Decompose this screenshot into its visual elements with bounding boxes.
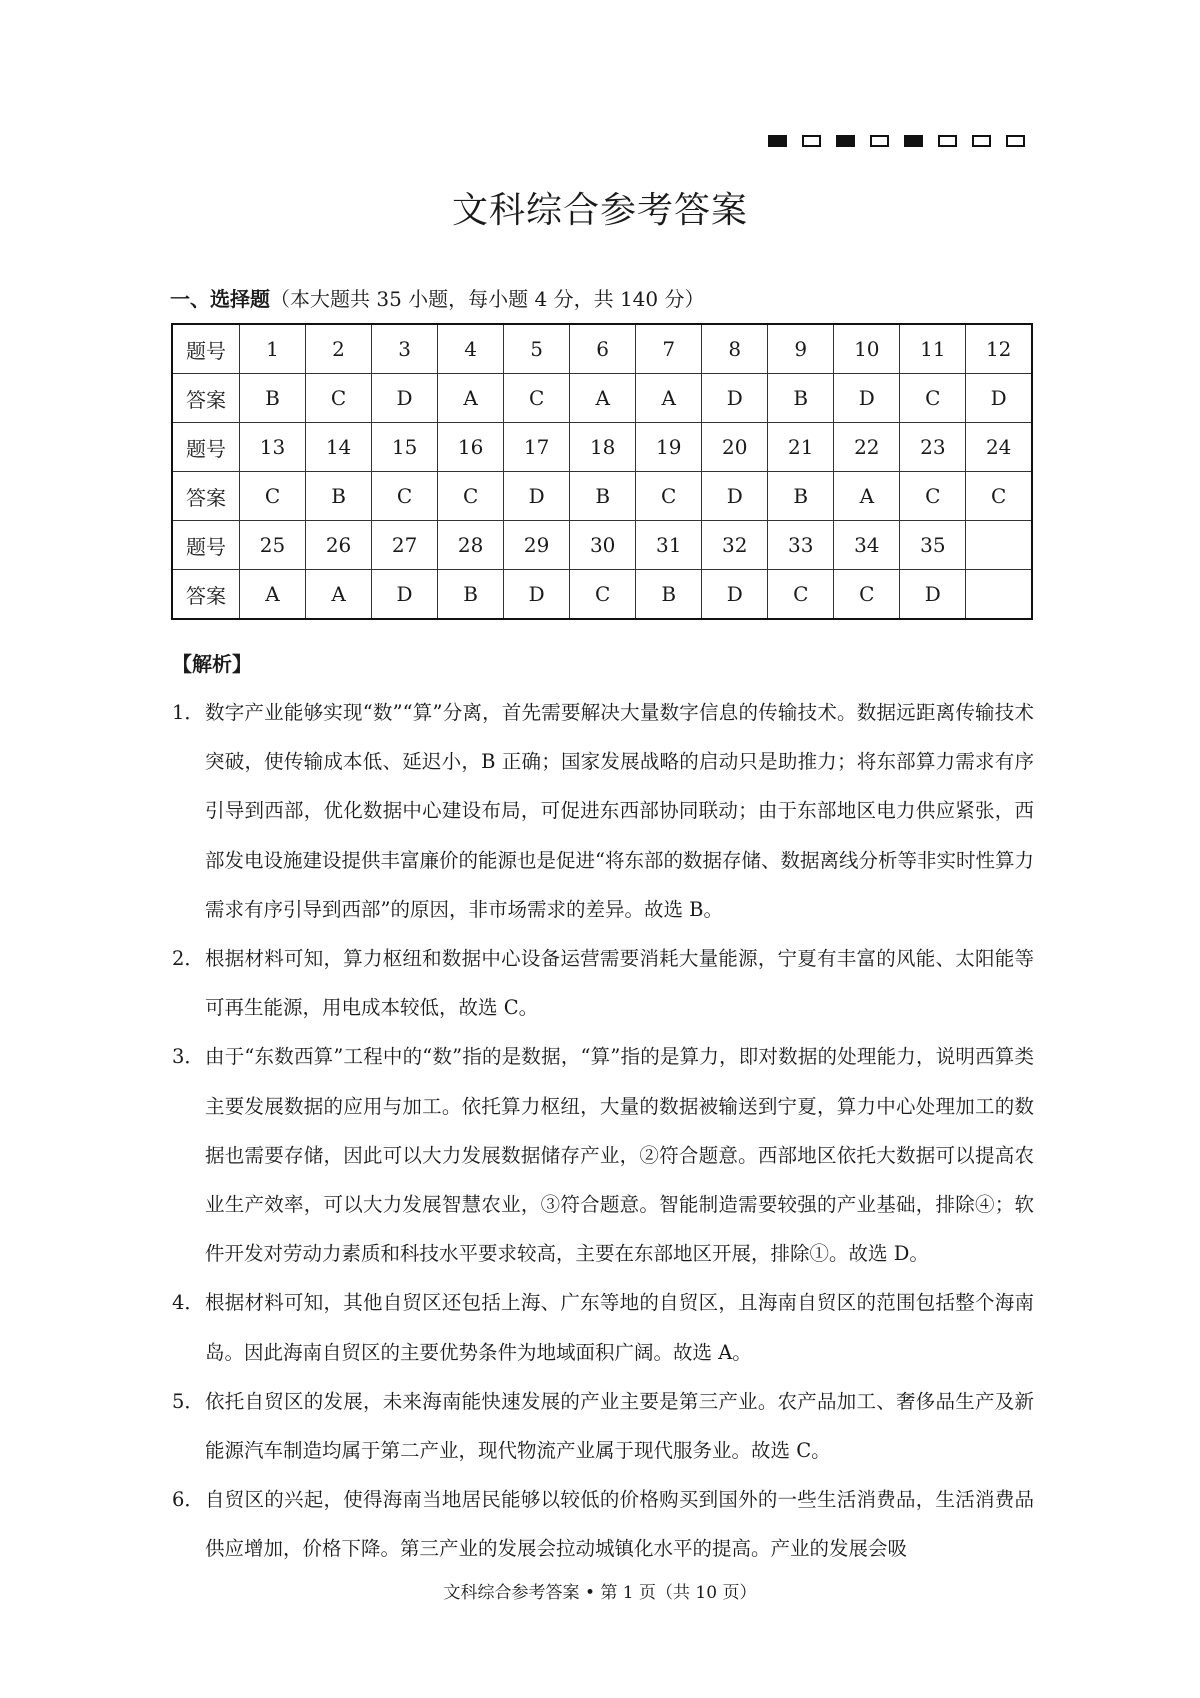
explanation-item [172,934,1034,1032]
question-cell: 31 [636,521,702,570]
question-cell: 2 [306,324,372,374]
answer-cell [966,570,1032,620]
explanation-number: 4． [172,1291,204,1315]
answer-cell: C [504,374,570,423]
question-cell: 28 [438,521,504,570]
question-cell: 4 [438,324,504,374]
question-cell: 20 [702,423,768,472]
analysis-label: 【解析】 [172,652,252,676]
section-heading-note: （本大题共 35 小题，每小题 4 分，共 140 分） [270,287,705,311]
filled-square-icon [836,135,855,147]
answer-row-label: 答案 [172,374,240,423]
explanation-number: 5． [172,1389,204,1413]
empty-square-icon [938,135,957,147]
answer-cell: D [702,472,768,521]
question-cell: 22 [834,423,900,472]
explanation-number: 1． [172,701,204,724]
answer-cell: B [768,374,834,423]
question-cell: 13 [240,423,306,472]
question-cell: 32 [702,521,768,570]
empty-square-icon [972,135,991,147]
question-row [172,521,1032,570]
filled-square-icon [768,135,787,147]
answer-row [172,472,1032,521]
question-cell: 6 [570,324,636,374]
empty-square-icon [1006,135,1025,147]
question-row [172,324,1032,374]
explanation-number: 6． [172,1488,204,1512]
question-cell: 35 [900,521,966,570]
page-footer: 文科综合参考答案 • 第 1 页（共 10 页） [443,1583,757,1603]
answer-cell: D [372,570,438,620]
page-title: 文科综合参考答案 [451,190,748,231]
answer-cell: C [240,472,306,521]
answer-row-label: 答案 [172,570,240,620]
answer-cell: D [702,570,768,620]
answer-cell: A [240,570,306,620]
question-cell: 7 [636,324,702,374]
section-heading [170,283,705,312]
answer-cell: B [438,570,504,620]
explanation-list [172,688,1034,1574]
answer-cell: C [768,570,834,620]
question-cell: 16 [438,423,504,472]
question-cell: 3 [372,324,438,374]
question-cell: 30 [570,521,636,570]
answer-cell: C [636,472,702,521]
question-cell: 29 [504,521,570,570]
section-heading-label: 一、选择题 [170,287,270,311]
answer-cell: C [438,472,504,521]
explanation-text: 由于“东数西算”工程中的“数”指的是数据，“算”指的是算力，即对数据的处理能力，说明西算类主要发展数据的应用与加工。依托算力枢纽，大量的数据被输送到宁夏，算力中心处理加工的数据也需要存储，因此可以大力发展数据储存产业，②符合题意。西部地区依托大数据可以提高农业生产效率，可以大力发展智慧农业，③符合题意。智能制造需要较强的产业基础，排除④；软件开发对劳动力素质和科技水平要求较高，主要在东部地区开展，排除①。故选 D。 [205,1045,1034,1266]
answer-cell: C [966,472,1032,521]
explanation-item [172,1032,1034,1278]
answer-cell: B [240,374,306,423]
explanation-text: 根据材料可知，算力枢纽和数据中心设备运营需要消耗大量能源，宁夏有丰富的风能、太阳能等可再生能源，用电成本较低，故选 C。 [205,947,1034,1020]
question-cell: 5 [504,324,570,374]
empty-square-icon [870,135,889,147]
answer-cell: B [768,472,834,521]
answer-cell: B [636,570,702,620]
explanation-item [172,688,1034,934]
question-cell: 27 [372,521,438,570]
answer-cell: C [570,570,636,620]
question-cell [966,521,1032,570]
filled-square-icon [904,135,923,147]
explanation-number: 2． [172,947,204,971]
answer-cell: C [900,472,966,521]
question-cell: 25 [240,521,306,570]
question-cell: 33 [768,521,834,570]
question-cell: 15 [372,423,438,472]
question-cell: 14 [306,423,372,472]
explanation-text: 根据材料可知，其他自贸区还包括上海、广东等地的自贸区，且海南自贸区的范围包括整个海南岛。因此海南自贸区的主要优势条件为地域面积广阔。故选 A。 [205,1291,1034,1364]
question-cell: 34 [834,521,900,570]
header-marks [768,135,1025,147]
explanation-item [172,1278,1034,1376]
answer-cell: A [306,570,372,620]
empty-square-icon [802,135,821,147]
answer-cell: A [834,472,900,521]
question-cell: 19 [636,423,702,472]
answer-row [172,570,1032,620]
answer-cell: D [834,374,900,423]
answer-cell: A [636,374,702,423]
answer-cell: C [306,374,372,423]
explanation-text: 自贸区的兴起，使得海南当地居民能够以较低的价格购买到国外的一些生活消费品，生活消费品供应增加，价格下降。第三产业的发展会拉动城镇化水平的提高。产业的发展会吸 [205,1488,1034,1561]
question-cell: 10 [834,324,900,374]
question-cell: 17 [504,423,570,472]
explanation-item [172,1377,1034,1475]
answer-cell: D [504,570,570,620]
answer-table [171,323,1033,620]
answer-cell: C [900,374,966,423]
answer-cell: B [570,472,636,521]
answer-cell: D [504,472,570,521]
question-row-label: 题号 [172,324,240,374]
question-cell: 26 [306,521,372,570]
answer-cell: D [966,374,1032,423]
explanation-text: 依托自贸区的发展，未来海南能快速发展的产业主要是第三产业。农产品加工、奢侈品生产及新能源汽车制造均属于第二产业，现代物流产业属于现代服务业。故选 C。 [205,1389,1034,1463]
answer-cell: C [372,472,438,521]
answer-row [172,374,1032,423]
question-cell: 11 [900,324,966,374]
question-cell: 21 [768,423,834,472]
explanation-text: 数字产业能够实现“数”“算”分离，首先需要解决大量数字信息的传输技术。数据远距离传输技术突破，使传输成本低、延迟小，B 正确；国家发展战略的启动只是助推力；将东部算力需求有序引导到西部，优化数据中心建设布局，可促进东西部协同联动；由于东部地区电力供应紧张，西部发电设施建设提供丰富廉价的能源也是促进“将东部的数据存储、数据离线分析等非实时性算力需求有序引导到西部”的原因，非市场需求的差异。故选 B。 [205,701,1034,921]
question-cell: 9 [768,324,834,374]
answer-cell: A [570,374,636,423]
explanation-number: 3． [172,1045,204,1069]
question-cell: 18 [570,423,636,472]
question-row [172,423,1032,472]
question-row-label: 题号 [172,521,240,570]
answer-cell: A [438,374,504,423]
answer-cell: D [702,374,768,423]
answer-cell: D [900,570,966,620]
question-cell: 8 [702,324,768,374]
explanation-item [172,1475,1034,1573]
question-cell: 1 [240,324,306,374]
answer-cell: C [834,570,900,620]
answer-cell: D [372,374,438,423]
question-cell: 24 [966,423,1032,472]
question-cell: 12 [966,324,1032,374]
question-cell: 23 [900,423,966,472]
answer-row-label: 答案 [172,472,240,521]
answer-cell: B [306,472,372,521]
question-row-label: 题号 [172,423,240,472]
